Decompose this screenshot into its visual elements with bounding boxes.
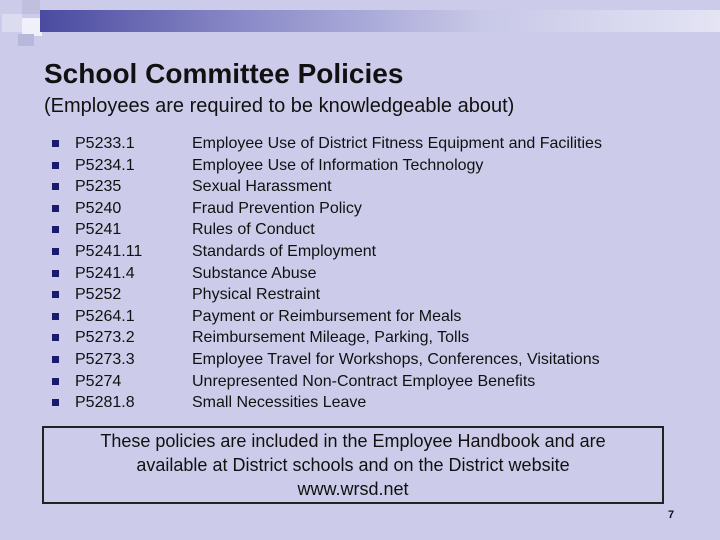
- policy-code: P5264.1: [75, 307, 135, 325]
- policy-list: [52, 133, 692, 414]
- policy-code: P5241.4: [75, 264, 135, 282]
- policy-description: Substance Abuse: [192, 264, 317, 282]
- policy-row: [52, 241, 692, 263]
- square-bullet-icon: [52, 399, 59, 406]
- page-number: 7: [668, 509, 675, 521]
- policy-description: Physical Restraint: [192, 286, 321, 304]
- square-bullet-icon: [52, 205, 59, 212]
- policy-description: Employee Travel for Workshops, Conferences, Visitations: [192, 350, 600, 368]
- policy-code: P5252: [75, 286, 122, 304]
- policy-description: Fraud Prevention Policy: [192, 199, 362, 217]
- note-line-1: These policies are included in the Employee Handbook and are: [100, 431, 606, 451]
- policy-code: P5274: [75, 372, 122, 390]
- policy-description: Sexual Harassment: [192, 178, 332, 196]
- slide-title: School Committee Policies: [44, 58, 404, 89]
- policy-description: Employee Use of District Fitness Equipment and Facilities: [192, 135, 602, 152]
- square-bullet-icon: [52, 334, 59, 341]
- square-bullet-icon: [52, 378, 59, 385]
- policy-code: P5235: [75, 178, 122, 196]
- square-bullet-icon: [52, 248, 59, 255]
- policy-code: P5240: [75, 199, 122, 217]
- note-line-2: available at District schools and on the District website: [136, 455, 570, 475]
- policy-description: Small Necessities Leave: [192, 394, 367, 412]
- policy-row: [52, 133, 692, 155]
- square-bullet-icon: [52, 140, 59, 147]
- top-gradient-bar: [40, 10, 720, 32]
- policy-row: [52, 392, 692, 414]
- policy-code: P5241.11: [75, 242, 143, 260]
- policy-row: [52, 198, 692, 220]
- policy-description: Rules of Conduct: [192, 221, 315, 239]
- handbook-note: [42, 426, 664, 504]
- policy-code: P5281.8: [75, 394, 135, 412]
- policy-row: [52, 371, 692, 393]
- policy-code: P5273.2: [75, 329, 135, 347]
- policy-code: P5233.1: [75, 135, 135, 152]
- policy-row: [52, 327, 692, 349]
- policy-row: [52, 219, 692, 241]
- policy-row: [52, 349, 692, 371]
- square-bullet-icon: [52, 162, 59, 169]
- policy-description: Employee Use of Information Technology: [192, 156, 484, 174]
- policy-row: [52, 284, 692, 306]
- policy-row: [52, 155, 692, 177]
- square-bullet-icon: [52, 270, 59, 277]
- policy-description: Standards of Employment: [192, 242, 377, 260]
- policy-code: P5273.3: [75, 350, 135, 368]
- policy-row: [52, 263, 692, 285]
- square-bullet-icon: [52, 313, 59, 320]
- policy-description: Reimbursement Mileage, Parking, Tolls: [192, 329, 470, 347]
- square-bullet-icon: [52, 291, 59, 298]
- policy-row: [52, 306, 692, 328]
- slide-subtitle: (Employees are required to be knowledgeable about): [44, 95, 515, 117]
- square-bullet-icon: [52, 356, 59, 363]
- square-bullet-icon: [52, 226, 59, 233]
- policy-code: P5234.1: [75, 156, 135, 174]
- square-bullet-icon: [52, 183, 59, 190]
- policy-code: P5241: [75, 221, 122, 239]
- policy-row: [52, 176, 692, 198]
- policy-description: Payment or Reimbursement for Meals: [192, 307, 462, 325]
- policy-description: Unrepresented Non-Contract Employee Benefits: [192, 372, 536, 390]
- website-url: www.wrsd.net: [297, 479, 409, 499]
